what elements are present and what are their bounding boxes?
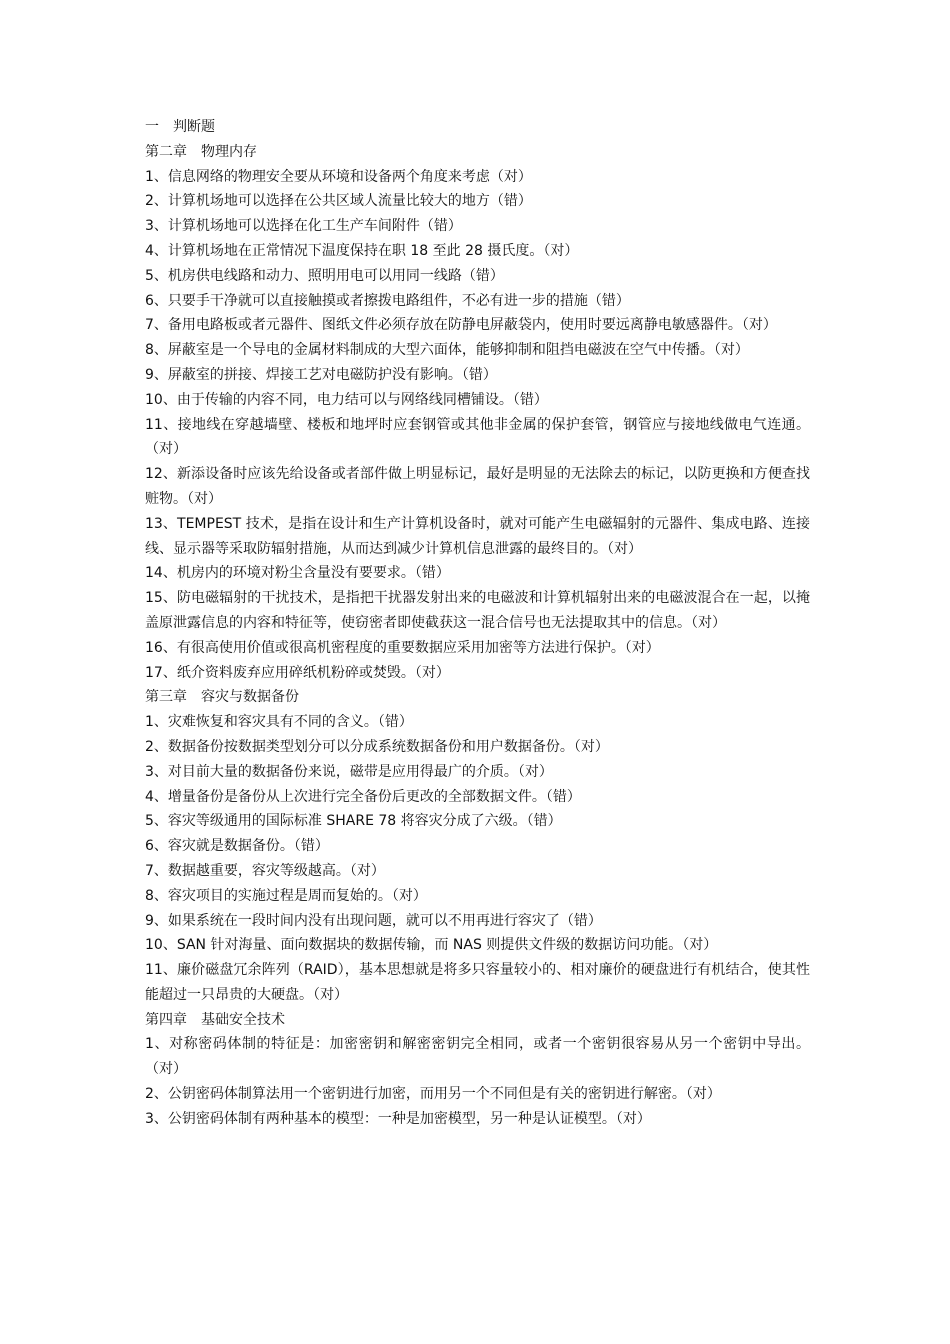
question-item: 11、廉价磁盘冗余阵列（RAID），基本思想就是将多只容量较小的、相对廉价的硬盘进行有机结合，使其性能超过一只昂贵的大硬盘。（对） bbox=[145, 962, 810, 1003]
section-heading: 一 判断题 bbox=[145, 119, 215, 135]
question-item: 10、SAN 针对海量、面向数据块的数据传输，而 NAS 则提供文件级的数据访问功能。（对） bbox=[145, 937, 718, 954]
question-item: 5、机房供电线路和动力、照明用电可以用同一线路（错） bbox=[145, 267, 504, 284]
question-item: 7、备用电路板或者元器件、图纸文件必须存放在防静电屏蔽袋内，使用时要远离静电敏感器件。（对） bbox=[145, 317, 777, 334]
document-body bbox=[145, 115, 810, 1132]
question-item: 15、防电磁辐射的干扰技术，是指把干扰器发射出来的电磁波和计算机辐射出来的电磁波混合在一起，以掩盖原泄露信息的内容和特征等，使窃密者即使截获这一混合信号也无法提取其中的信息。（对） bbox=[145, 590, 810, 631]
question-item: 1、信息网络的物理安全要从环境和设备两个角度来考虑（对） bbox=[145, 168, 532, 185]
question-item: 14、机房内的环境对粉尘含量没有要要求。（错） bbox=[145, 565, 450, 582]
question-item: 7、数据越重要，容灾等级越高。（对） bbox=[145, 862, 385, 879]
question-item: 9、屏蔽室的拼接、焊接工艺对电磁防护没有影响。（错） bbox=[145, 366, 497, 383]
question-item: 3、对目前大量的数据备份来说，磁带是应用得最广的介质。（对） bbox=[145, 763, 553, 780]
question-item: 5、容灾等级通用的国际标准 SHARE 78 将容灾分成了六级。（错） bbox=[145, 813, 562, 830]
question-item: 8、容灾项目的实施过程是周而复始的。（对） bbox=[145, 887, 427, 904]
question-item: 1、灾难恢复和容灾具有不同的含义。（错） bbox=[145, 714, 413, 731]
chapter-heading: 第二章 物理内存 bbox=[145, 143, 257, 160]
question-item: 9、如果系统在一段时间内没有出现问题，就可以不用再进行容灾了（错） bbox=[145, 912, 602, 929]
question-item: 17、纸介资料废弃应用碎纸机粉碎或焚毁。（对） bbox=[145, 664, 450, 681]
question-item: 8、屏蔽室是一个导电的金属材料制成的大型六面体，能够抑制和阻挡电磁波在空气中传播。（对） bbox=[145, 342, 749, 359]
question-item: 2、公钥密码体制算法用一个密钥进行加密，而用另一个不同但是有关的密钥进行解密。（对） bbox=[145, 1086, 721, 1103]
question-item: 16、有很高使用价值或很高机密程度的重要数据应采用加密等方法进行保护。（对） bbox=[145, 639, 660, 656]
question-item: 3、计算机场地可以选择在化工生产车间附件（错） bbox=[145, 218, 462, 235]
question-item: 12、新添设备时应该先给设备或者部件做上明显标记，最好是明显的无法除去的标记，以防更换和方便查找赃物。（对） bbox=[145, 466, 810, 507]
question-item: 10、由于传输的内容不同，电力结可以与网络线同槽铺设。（错） bbox=[145, 391, 548, 408]
question-item: 2、数据备份按数据类型划分可以分成系统数据备份和用户数据备份。（对） bbox=[145, 738, 609, 755]
chapter-heading: 第三章 容灾与数据备份 bbox=[145, 689, 299, 706]
question-item: 13、TEMPEST 技术，是指在设计和生产计算机设备时，就对可能产生电磁辐射的元器件、集成电路、连接线、显示器等采取防辐射措施，从而达到减少计算机信息泄露的最终目的。（对） bbox=[145, 515, 810, 557]
question-item: 4、计算机场地在正常情况下温度保持在职 18 至此 28 摄氏度。（对） bbox=[145, 242, 579, 259]
question-item: 11、接地线在穿越墙壁、楼板和地坪时应套钢管或其他非金属的保护套管，钢管应与接地线做电气连通。（对） bbox=[145, 416, 810, 458]
question-item: 3、公钥密码体制有两种基本的模型：一种是加密模型，另一种是认证模型。（对） bbox=[145, 1110, 651, 1127]
question-item: 1、对称密码体制的特征是：加密密钥和解密密钥完全相同，或者一个密钥很容易从另一个密钥中导出。（对） bbox=[145, 1036, 810, 1078]
chapter-heading: 第四章 基础安全技术 bbox=[145, 1011, 285, 1028]
question-item: 6、容灾就是数据备份。（错） bbox=[145, 838, 329, 855]
question-item: 4、增量备份是备份从上次进行完全备份后更改的全部数据文件。（错） bbox=[145, 788, 581, 805]
question-item: 2、计算机场地可以选择在公共区域人流量比较大的地方（错） bbox=[145, 193, 532, 210]
question-item: 6、只要手干净就可以直接触摸或者擦拨电路组件，不必有进一步的措施（错） bbox=[145, 292, 630, 309]
